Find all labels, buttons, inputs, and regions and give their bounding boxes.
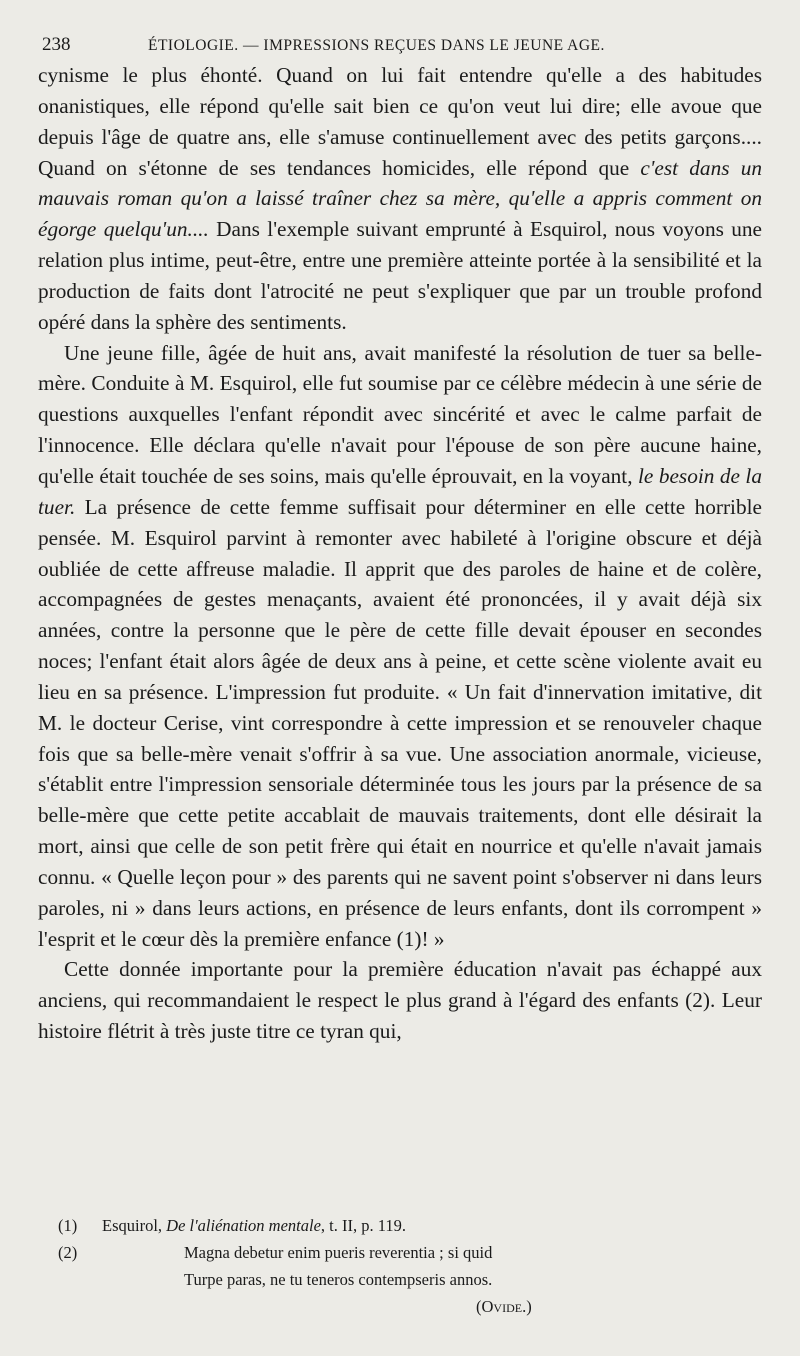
footnote-1-text	[102, 1216, 406, 1236]
footnote-1-title: De l'aliénation mentale	[166, 1216, 321, 1235]
paragraph-3: Cette donnée importante pour la première éducation n'avait pas échappé aux anciens, qui recommandaient le respect le plus grand à l'égard des enfants (2). Leur histoire flétrit à très juste titre ce tyran qui,	[38, 957, 762, 1044]
paragraph-1-quote: c'est dans un mauvais roman qu'on a laissé traîner chez sa mère, qu'elle a appris comment on égorge quelqu'un....	[38, 155, 762, 242]
body-text	[38, 60, 762, 1047]
paragraph-1	[38, 60, 762, 338]
footnotes	[38, 1216, 762, 1324]
footnote-2-attribution	[38, 1297, 762, 1324]
footnote-2-verse-2: Turpe paras, ne tu teneros contempseris annos.	[184, 1270, 493, 1289]
page-header	[38, 34, 778, 60]
paragraph-2-quote: le besoin de la tuer.	[38, 463, 762, 519]
paragraph-1-text-a: cynisme le plus éhonté. Quand on lui fait entendre qu'elle a des habitudes onanistiques, elle répond qu'elle sait bien ce qu'on veut lui dire; elle avoue que depuis l'âge de quatre ans, elle s'amuse continuellement avec des petits garçons.... Quand on s'étonne de ses tendances homicides, elle répond que	[38, 63, 762, 180]
footnote-2-source: (Ovide.)	[476, 1297, 532, 1316]
footnote-2	[38, 1243, 762, 1270]
footnote-1-author: Esquirol,	[102, 1216, 167, 1235]
footnote-1-rest: , t. II, p. 119.	[320, 1216, 407, 1235]
page-number: 238	[42, 34, 71, 55]
paragraph-2-text-a: Une jeune fille, âgée de huit ans, avait manifesté la résolution de tuer sa belle-mère. Conduite à M. Esquirol, elle fut soumise par ce célèbre médecin à une série de questions auxquelles l'enfant répondit avec sincérité et avec le calme parfait de l'innocence. Elle déclara qu'elle n'avait pour l'épouse de son père aucune haine, qu'elle était touchée de ses soins, mais qu'elle éprouvait, en la voyant,	[38, 340, 762, 488]
footnote-1	[38, 1216, 762, 1243]
footnote-2-verse-1: Magna debetur enim pueris reverentia ; si quid	[184, 1243, 493, 1262]
footnote-2-cont	[38, 1270, 762, 1297]
footnote-1-mark: (1)	[58, 1216, 78, 1235]
running-title: ÉTIOLOGIE. — IMPRESSIONS REÇUES DANS LE JEUNE AGE.	[148, 37, 605, 54]
paragraph-1-text-b: Dans l'exemple suivant emprunté à Esquirol, nous voyons une relation plus intime, peut-être, entre une première atteinte portée à la sensibilité et la production de faits dont l'atrocité ne peut s'expliquer que par un trouble profond opéré dans la sphère des sentiments.	[38, 217, 762, 334]
paragraph-2-text-b: La présence de cette femme suffisait pour déterminer en elle cette horrible pensée. M. Esquirol parvint à remonter avec habileté à l'origine obscure et déjà oubliée de cette affreuse maladie. Il apprit que des paroles de haine et de colère, accompagnées de gestes menaçants, avaient été prononcées, il y avait déjà six années, contre la personne que le père de cette fille devait épouser en secondes noces; l'enfant était alors âgée de deux ans à peine, et cette scène violente avait eu lieu en sa présence. L'impression fut produite. « Un fait d'innervation imitative, dit M. le docteur Cerise, vint correspondre à cette impression et se renouveler chaque fois que sa belle-mère venait s'offrir à sa vue. Une association anormale, vicieuse, s'établit entre l'impression sensoriale déterminée tous les jours par la présence de sa belle-mère que cette petite accablait de mauvais traitements, dont elle désirait la mort, ainsi que celle de son petit frère qui était en nourrice et qu'elle n'avait jamais connu. « Quelle leçon pour » des parents qui ne savent point s'observer ni dans leurs paroles, ni » dans leurs actions, en présence de leurs enfants, dont ils corrompent » l'esprit et le cœur dès la première enfance (1)! »	[38, 494, 762, 951]
paragraph-2	[38, 338, 762, 955]
footnote-2-mark: (2)	[58, 1243, 78, 1262]
